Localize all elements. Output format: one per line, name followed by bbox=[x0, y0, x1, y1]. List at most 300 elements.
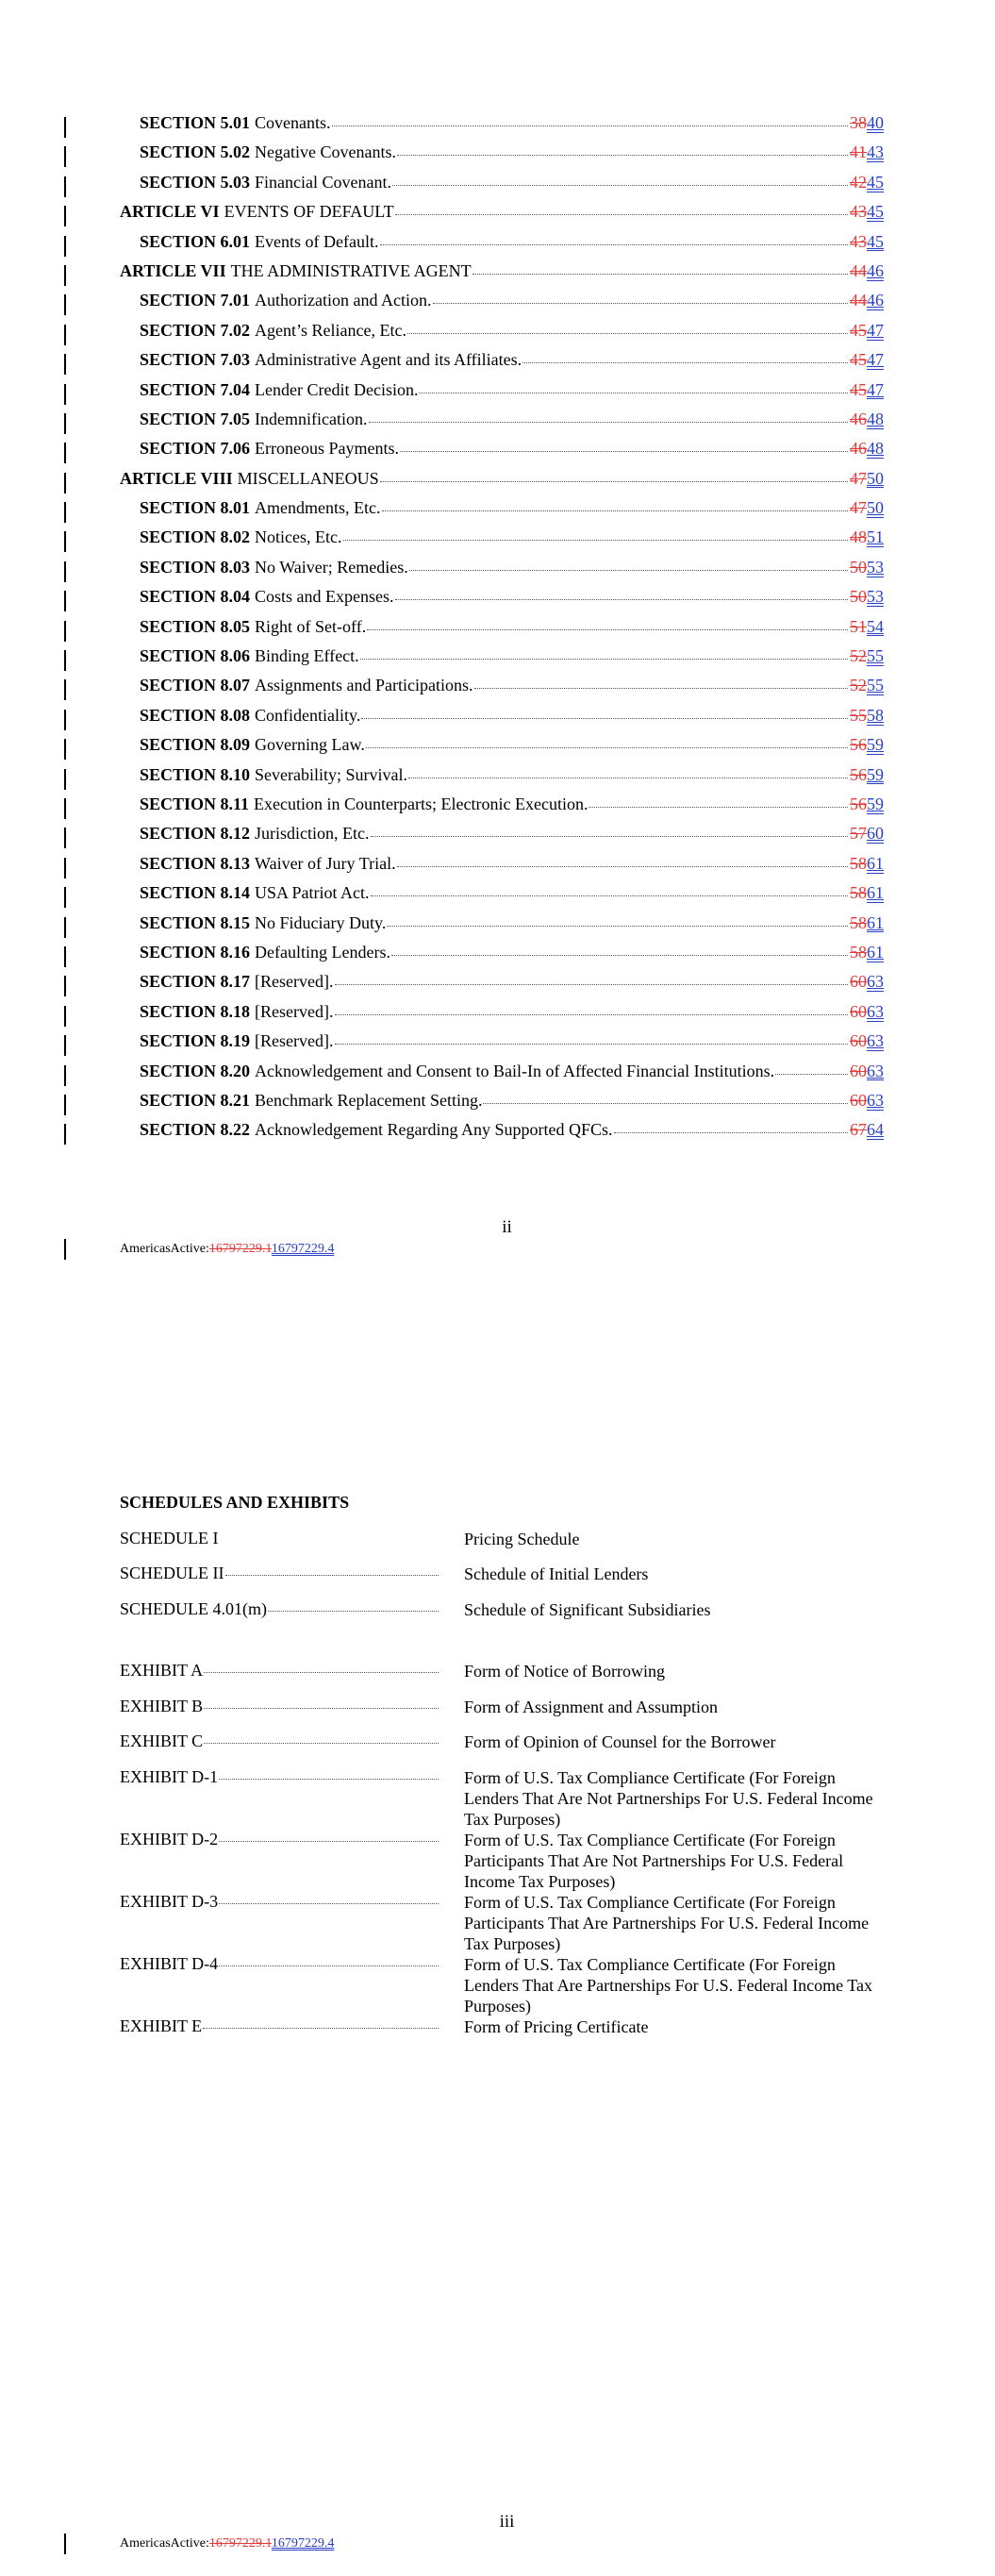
inserted-page-number: 63 bbox=[867, 1061, 884, 1080]
deleted-page-number: 56 bbox=[850, 764, 867, 784]
inserted-page-number: 47 bbox=[867, 320, 884, 340]
inserted-page-number: 59 bbox=[867, 764, 884, 784]
toc-page-numbers bbox=[850, 706, 889, 726]
exhibit-code: EXHIBIT D-3 bbox=[120, 1892, 439, 1912]
toc-entry-title: No Waiver; Remedies. bbox=[255, 557, 408, 577]
toc-entry[interactable] bbox=[0, 1002, 995, 1031]
change-bar bbox=[64, 531, 66, 552]
toc-entry-title: EVENTS OF DEFAULT bbox=[224, 202, 394, 222]
toc-entry[interactable] bbox=[0, 232, 995, 261]
exhibit-row bbox=[120, 1954, 893, 2016]
toc-entry-number: SECTION 8.18 bbox=[140, 1001, 251, 1021]
deleted-page-number: 60 bbox=[850, 1031, 867, 1051]
deleted-page-number: 55 bbox=[850, 705, 867, 725]
change-bar bbox=[64, 2534, 66, 2554]
toc-entry[interactable] bbox=[0, 854, 995, 883]
dot-leader bbox=[369, 421, 849, 423]
schedule-code: SCHEDULE II bbox=[120, 1564, 439, 1583]
dot-leader bbox=[473, 273, 848, 275]
deleted-page-number: 52 bbox=[850, 646, 867, 666]
deleted-page-number: 52 bbox=[850, 676, 867, 695]
toc-page-numbers bbox=[850, 142, 889, 162]
toc-page-numbers bbox=[850, 527, 889, 547]
toc-entry-title: [Reserved]. bbox=[255, 972, 334, 992]
toc-entry-title: Defaulting Lenders. bbox=[255, 942, 390, 962]
toc-entry-title: Notices, Etc. bbox=[255, 527, 342, 547]
schedule-code: SCHEDULE 4.01(m) bbox=[120, 1599, 439, 1619]
toc-entry[interactable] bbox=[0, 1031, 995, 1061]
toc-page-numbers bbox=[850, 380, 889, 400]
inserted-page-number: 54 bbox=[867, 616, 884, 636]
dot-leader bbox=[380, 480, 848, 482]
toc-entry-number: ARTICLE VII bbox=[120, 260, 226, 280]
toc-entry[interactable] bbox=[0, 883, 995, 912]
exhibit-code: EXHIBIT D-4 bbox=[120, 1954, 439, 1974]
change-bar bbox=[64, 621, 66, 642]
deleted-page-number: 50 bbox=[850, 587, 867, 607]
inserted-page-number: 53 bbox=[867, 557, 884, 577]
deleted-page-number: 50 bbox=[850, 557, 867, 577]
exhibit-code: EXHIBIT D-2 bbox=[120, 1830, 439, 1849]
toc-page-numbers bbox=[850, 1120, 889, 1140]
toc-entry-number: SECTION 8.22 bbox=[140, 1120, 251, 1140]
toc-entry[interactable] bbox=[0, 617, 995, 646]
document-page-ii bbox=[0, 0, 995, 1283]
change-bar bbox=[64, 146, 66, 167]
toc-entry-title: Binding Effect. bbox=[255, 646, 359, 666]
toc-entry[interactable] bbox=[0, 972, 995, 1001]
inserted-page-number: 61 bbox=[867, 912, 884, 932]
toc-entry[interactable] bbox=[0, 706, 995, 735]
deleted-page-number: 56 bbox=[850, 794, 867, 813]
inserted-page-number: 46 bbox=[867, 260, 884, 280]
exhibit-row bbox=[120, 2016, 893, 2037]
deleted-page-number: 56 bbox=[850, 735, 867, 755]
toc-entry-number: SECTION 8.20 bbox=[140, 1061, 251, 1080]
inserted-page-number: 61 bbox=[867, 942, 884, 962]
dot-leader bbox=[366, 746, 848, 748]
exhibit-code: EXHIBIT C bbox=[120, 1731, 439, 1751]
toc-page-numbers bbox=[850, 676, 889, 695]
footer-old-doc-id: 16797229.1 bbox=[208, 1242, 272, 1256]
toc-entry-number: SECTION 7.01 bbox=[140, 291, 251, 310]
toc-entry[interactable] bbox=[0, 1120, 995, 1149]
change-bar bbox=[64, 946, 66, 967]
change-bar bbox=[64, 561, 66, 582]
dot-leader bbox=[335, 983, 849, 985]
exhibit-row bbox=[120, 1697, 893, 1717]
dot-leader bbox=[397, 865, 848, 867]
toc-entry-number: SECTION 8.02 bbox=[140, 527, 251, 547]
dot-leader bbox=[343, 539, 848, 541]
change-bar bbox=[64, 887, 66, 908]
exhibit-description: Form of Opinion of Counsel for the Borrower bbox=[464, 1732, 776, 1751]
toc-entry-title: USA Patriot Act. bbox=[255, 883, 370, 903]
toc-page-numbers bbox=[850, 943, 889, 962]
deleted-page-number: 43 bbox=[850, 202, 867, 222]
dot-leader bbox=[380, 243, 849, 245]
toc-entry-title: Agent’s Reliance, Etc. bbox=[255, 320, 406, 340]
toc-page-numbers bbox=[850, 617, 889, 637]
toc-entry[interactable] bbox=[0, 824, 995, 853]
deleted-page-number: 45 bbox=[850, 320, 867, 340]
change-bar bbox=[64, 976, 66, 996]
deleted-page-number: 48 bbox=[850, 527, 867, 547]
toc-page-numbers bbox=[850, 972, 889, 992]
toc-entry-number: SECTION 8.15 bbox=[140, 912, 251, 932]
change-bar bbox=[64, 858, 66, 878]
toc-entry-number: SECTION 8.14 bbox=[140, 883, 251, 903]
change-bar bbox=[64, 798, 66, 819]
inserted-page-number: 47 bbox=[867, 379, 884, 399]
toc-entry-number: SECTION 8.08 bbox=[140, 705, 251, 725]
toc-entry-number: SECTION 5.03 bbox=[140, 172, 251, 192]
dot-leader bbox=[332, 125, 848, 126]
dot-leader bbox=[419, 392, 848, 393]
page-number: iii bbox=[499, 2512, 515, 2532]
change-bar bbox=[64, 1006, 66, 1027]
toc-entry-number: SECTION 8.01 bbox=[140, 498, 251, 518]
toc-page-numbers bbox=[850, 1002, 889, 1022]
change-bar bbox=[64, 1035, 66, 1056]
inserted-page-number: 50 bbox=[867, 468, 884, 488]
change-bar bbox=[64, 325, 66, 345]
toc-page-numbers bbox=[850, 558, 889, 577]
inserted-page-number: 45 bbox=[867, 202, 884, 222]
deleted-page-number: 60 bbox=[850, 1090, 867, 1110]
toc-page-numbers bbox=[850, 587, 889, 607]
toc-entry-number: SECTION 7.06 bbox=[140, 439, 251, 459]
footer-prefix: AmericasActive: bbox=[120, 2536, 209, 2551]
exhibit-row bbox=[120, 1830, 893, 1892]
toc-page-numbers bbox=[850, 469, 889, 489]
change-bar bbox=[64, 176, 66, 197]
deleted-page-number: 45 bbox=[850, 379, 867, 399]
inserted-page-number: 47 bbox=[867, 350, 884, 370]
deleted-page-number: 46 bbox=[850, 439, 867, 459]
toc-entry-title: Authorization and Action. bbox=[255, 291, 432, 310]
dot-leader bbox=[474, 687, 848, 689]
toc-entry[interactable] bbox=[0, 735, 995, 764]
toc-entry-number: SECTION 8.05 bbox=[140, 616, 251, 636]
toc-entry-title: Assignments and Participations. bbox=[255, 676, 473, 695]
toc-entry-number: SECTION 8.16 bbox=[140, 942, 251, 962]
inserted-page-number: 58 bbox=[867, 705, 884, 725]
toc-page-numbers bbox=[850, 765, 889, 785]
inserted-page-number: 53 bbox=[867, 587, 884, 607]
toc-page-numbers bbox=[850, 854, 889, 874]
toc-entry-number: SECTION 8.21 bbox=[140, 1090, 251, 1110]
toc-page-numbers bbox=[850, 1091, 889, 1111]
toc-entry[interactable] bbox=[0, 142, 995, 172]
inserted-page-number: 55 bbox=[867, 646, 884, 666]
toc-entry-number: SECTION 8.03 bbox=[140, 557, 251, 577]
inserted-page-number: 61 bbox=[867, 883, 884, 903]
toc-entry-title: Acknowledgement and Consent to Bail-In of Affected Financial Institutions. bbox=[255, 1061, 775, 1080]
toc-entry-number: SECTION 8.13 bbox=[140, 853, 251, 873]
toc-entry[interactable] bbox=[0, 765, 995, 795]
deleted-page-number: 47 bbox=[850, 498, 867, 518]
inserted-page-number: 48 bbox=[867, 439, 884, 459]
toc-entry[interactable] bbox=[0, 380, 995, 410]
inserted-page-number: 43 bbox=[867, 142, 884, 162]
dot-leader bbox=[391, 954, 848, 956]
toc-entry-number: SECTION 7.03 bbox=[140, 350, 251, 370]
inserted-page-number: 63 bbox=[867, 1031, 884, 1051]
toc-entry-number: ARTICLE VIII bbox=[120, 468, 233, 488]
change-bar bbox=[64, 413, 66, 434]
schedule-row bbox=[120, 1529, 893, 1549]
toc-entry-number: SECTION 5.01 bbox=[140, 113, 251, 132]
toc-entry-number: SECTION 7.04 bbox=[140, 379, 251, 399]
toc-entry-title: Negative Covenants. bbox=[255, 142, 396, 162]
inserted-page-number: 46 bbox=[867, 291, 884, 310]
toc-page-numbers bbox=[850, 321, 889, 341]
inserted-page-number: 63 bbox=[867, 1001, 884, 1021]
toc-entry-number: SECTION 6.01 bbox=[140, 231, 251, 251]
inserted-page-number: 55 bbox=[867, 676, 884, 695]
toc-entry-title: [Reserved]. bbox=[255, 1001, 334, 1021]
change-bar bbox=[64, 1124, 66, 1145]
toc-entry-number: SECTION 5.02 bbox=[140, 142, 251, 162]
exhibit-description: Form of U.S. Tax Compliance Certificate (For Foreign Lenders That Are Not Partnerships For U.S. Federal Income Tax Purposes) bbox=[464, 1768, 873, 1829]
footer-new-doc-id: 16797229.4 bbox=[271, 1242, 335, 1256]
toc-entry-title: Right of Set-off. bbox=[255, 616, 367, 636]
exhibit-code: EXHIBIT E bbox=[120, 2016, 439, 2036]
change-bar bbox=[64, 679, 66, 700]
toc-entry-title: Confidentiality. bbox=[255, 705, 361, 725]
dot-leader bbox=[361, 717, 848, 719]
change-bar bbox=[64, 1095, 66, 1115]
change-bar bbox=[64, 443, 66, 463]
dot-leader bbox=[371, 895, 848, 896]
toc-page-numbers bbox=[850, 913, 889, 933]
deleted-page-number: 42 bbox=[850, 172, 867, 192]
inserted-page-number: 40 bbox=[867, 113, 884, 132]
toc-entry-title: Severability; Survival. bbox=[255, 764, 408, 784]
toc-entry-title: Waiver of Jury Trial. bbox=[255, 853, 396, 873]
dot-leader bbox=[400, 450, 848, 452]
exhibit-description: Form of U.S. Tax Compliance Certificate (For Foreign Participants That Are Not Partnerships For U.S. Federal Income Tax Purposes) bbox=[464, 1831, 844, 1891]
deleted-page-number: 44 bbox=[850, 291, 867, 310]
inserted-page-number: 63 bbox=[867, 972, 884, 992]
deleted-page-number: 47 bbox=[850, 468, 867, 488]
schedule-description: Schedule of Significant Subsidiaries bbox=[464, 1600, 711, 1619]
toc-page-numbers bbox=[850, 113, 889, 133]
schedule-code: SCHEDULE I bbox=[120, 1529, 219, 1547]
change-bar bbox=[64, 1239, 66, 1260]
toc-entry-title: Financial Covenant. bbox=[255, 172, 391, 192]
toc-page-numbers bbox=[850, 173, 889, 192]
toc-entry[interactable] bbox=[0, 173, 995, 202]
toc-page-numbers bbox=[850, 824, 889, 844]
toc-page-numbers bbox=[850, 1031, 889, 1051]
exhibit-row bbox=[120, 1731, 893, 1752]
dot-leader bbox=[335, 1043, 849, 1045]
change-bar bbox=[64, 710, 66, 730]
deleted-page-number: 58 bbox=[850, 942, 867, 962]
toc-entry-title: Lender Credit Decision. bbox=[255, 379, 419, 399]
inserted-page-number: 51 bbox=[867, 527, 884, 547]
toc-entry[interactable] bbox=[0, 291, 995, 320]
dot-leader bbox=[614, 1131, 849, 1133]
inserted-page-number: 61 bbox=[867, 853, 884, 873]
deleted-page-number: 58 bbox=[850, 883, 867, 903]
toc-entry-title: Jurisdiction, Etc. bbox=[255, 824, 370, 844]
toc-entry-number: SECTION 8.17 bbox=[140, 972, 251, 992]
exhibit-code: EXHIBIT B bbox=[120, 1697, 439, 1716]
toc-entry[interactable] bbox=[0, 795, 995, 824]
toc-entry[interactable] bbox=[0, 646, 995, 676]
change-bar bbox=[64, 236, 66, 257]
dot-leader bbox=[360, 658, 848, 660]
schedule-row bbox=[120, 1564, 893, 1584]
schedule-description: Schedule of Initial Lenders bbox=[464, 1564, 649, 1583]
toc-page-numbers bbox=[850, 498, 889, 518]
toc-entry-title: Governing Law. bbox=[255, 735, 365, 755]
toc-entry[interactable] bbox=[0, 113, 995, 142]
exhibit-description: Form of U.S. Tax Compliance Certificate (For Foreign Participants That Are Partnerships For U.S. Federal Income Tax Purposes) bbox=[464, 1893, 870, 1953]
toc-entry-number: SECTION 8.10 bbox=[140, 764, 251, 784]
inserted-page-number: 50 bbox=[867, 498, 884, 518]
schedules-heading: SCHEDULES AND EXHIBITS bbox=[120, 1493, 350, 1512]
toc-entry[interactable] bbox=[0, 469, 995, 498]
inserted-page-number: 45 bbox=[867, 231, 884, 251]
change-bar bbox=[64, 117, 66, 138]
dot-leader bbox=[387, 925, 848, 927]
toc-entry-number: SECTION 7.05 bbox=[140, 409, 251, 428]
toc-page-numbers bbox=[850, 291, 889, 310]
table-of-contents bbox=[0, 113, 995, 1150]
exhibit-row bbox=[120, 1892, 893, 1954]
deleted-page-number: 58 bbox=[850, 912, 867, 932]
deleted-page-number: 43 bbox=[850, 231, 867, 251]
dot-leader bbox=[407, 332, 848, 334]
dot-leader bbox=[409, 569, 848, 571]
dot-leader bbox=[483, 1102, 848, 1104]
toc-page-numbers bbox=[850, 646, 889, 666]
inserted-page-number: 64 bbox=[867, 1120, 884, 1140]
footer-prefix: AmericasActive: bbox=[120, 1242, 209, 1256]
toc-entry[interactable] bbox=[0, 913, 995, 943]
toc-entry[interactable] bbox=[0, 676, 995, 705]
dot-leader bbox=[392, 184, 848, 186]
toc-entry[interactable] bbox=[0, 1062, 995, 1091]
change-bar bbox=[64, 1065, 66, 1086]
inserted-page-number: 45 bbox=[867, 172, 884, 192]
inserted-page-number: 63 bbox=[867, 1090, 884, 1110]
toc-page-numbers bbox=[850, 795, 889, 814]
schedule-row bbox=[120, 1599, 893, 1620]
dot-leader bbox=[589, 806, 848, 808]
change-bar bbox=[64, 265, 66, 286]
inserted-page-number: 59 bbox=[867, 794, 884, 813]
footer-new-doc-id: 16797229.4 bbox=[271, 2536, 335, 2551]
toc-entry-title: [Reserved]. bbox=[255, 1031, 334, 1051]
toc-entry[interactable] bbox=[0, 410, 995, 439]
toc-entry-title: Execution in Counterparts; Electronic Execution. bbox=[254, 794, 589, 813]
toc-entry-title: MISCELLANEOUS bbox=[237, 468, 379, 488]
toc-entry-number: ARTICLE VI bbox=[120, 202, 220, 222]
toc-page-numbers bbox=[850, 410, 889, 429]
change-bar bbox=[64, 294, 66, 315]
dot-leader bbox=[382, 510, 848, 511]
deleted-page-number: 45 bbox=[850, 350, 867, 370]
inserted-page-number: 48 bbox=[867, 409, 884, 428]
toc-entry-number: SECTION 8.07 bbox=[140, 676, 251, 695]
exhibit-code: EXHIBIT A bbox=[120, 1661, 439, 1681]
toc-entry-title: Benchmark Replacement Setting. bbox=[255, 1090, 483, 1110]
toc-entry-title: Indemnification. bbox=[255, 409, 368, 428]
change-bar bbox=[64, 769, 66, 790]
toc-entry-number: SECTION 8.19 bbox=[140, 1031, 251, 1051]
change-bar bbox=[64, 354, 66, 375]
deleted-page-number: 51 bbox=[850, 616, 867, 636]
toc-entry[interactable] bbox=[0, 558, 995, 587]
deleted-page-number: 67 bbox=[850, 1120, 867, 1140]
toc-entry[interactable] bbox=[0, 498, 995, 527]
deleted-page-number: 44 bbox=[850, 260, 867, 280]
dot-leader bbox=[335, 1013, 849, 1015]
toc-entry-number: SECTION 8.11 bbox=[140, 794, 250, 813]
toc-page-numbers bbox=[850, 232, 889, 252]
toc-page-numbers bbox=[850, 202, 889, 222]
toc-page-numbers bbox=[850, 1062, 889, 1081]
deleted-page-number: 57 bbox=[850, 824, 867, 844]
toc-page-numbers bbox=[850, 735, 889, 755]
document-footer bbox=[120, 1242, 334, 1257]
change-bar bbox=[64, 917, 66, 938]
change-bar bbox=[64, 502, 66, 523]
toc-entry-title: Events of Default. bbox=[255, 231, 379, 251]
toc-entry[interactable] bbox=[0, 1091, 995, 1120]
dot-leader bbox=[367, 628, 848, 630]
toc-entry[interactable] bbox=[0, 350, 995, 379]
toc-entry[interactable] bbox=[0, 321, 995, 350]
toc-entry[interactable] bbox=[0, 202, 995, 231]
deleted-page-number: 46 bbox=[850, 409, 867, 428]
toc-entry-title: Amendments, Etc. bbox=[255, 498, 381, 518]
deleted-page-number: 60 bbox=[850, 972, 867, 992]
toc-entry-title: Costs and Expenses. bbox=[255, 587, 394, 607]
dot-leader bbox=[395, 598, 848, 600]
document-page-iii bbox=[0, 1283, 995, 2576]
page-number: ii bbox=[502, 1217, 512, 1237]
exhibit-description: Form of U.S. Tax Compliance Certificate (For Foreign Lenders That Are Partnerships For U.S. Federal Income Tax Purposes) bbox=[464, 1955, 872, 2016]
toc-entry[interactable] bbox=[0, 261, 995, 291]
dot-leader bbox=[371, 835, 848, 837]
document-footer bbox=[120, 2536, 334, 2551]
inserted-page-number: 59 bbox=[867, 735, 884, 755]
dot-leader bbox=[408, 777, 848, 778]
change-bar bbox=[64, 206, 66, 226]
toc-entry[interactable] bbox=[0, 439, 995, 468]
toc-entry[interactable] bbox=[0, 587, 995, 616]
toc-entry[interactable] bbox=[0, 943, 995, 972]
deleted-page-number: 38 bbox=[850, 113, 867, 132]
toc-entry-title: Acknowledgement Regarding Any Supported QFCs. bbox=[255, 1120, 613, 1140]
toc-entry[interactable] bbox=[0, 527, 995, 557]
toc-page-numbers bbox=[850, 350, 889, 370]
exhibit-description: Form of Assignment and Assumption bbox=[464, 1698, 719, 1716]
deleted-page-number: 60 bbox=[850, 1001, 867, 1021]
toc-entry-number: SECTION 8.09 bbox=[140, 735, 251, 755]
change-bar bbox=[64, 650, 66, 671]
change-bar bbox=[64, 473, 66, 493]
toc-entry-number: SECTION 7.02 bbox=[140, 320, 251, 340]
toc-entry-title: Erroneous Payments. bbox=[255, 439, 400, 459]
deleted-page-number: 41 bbox=[850, 142, 867, 162]
